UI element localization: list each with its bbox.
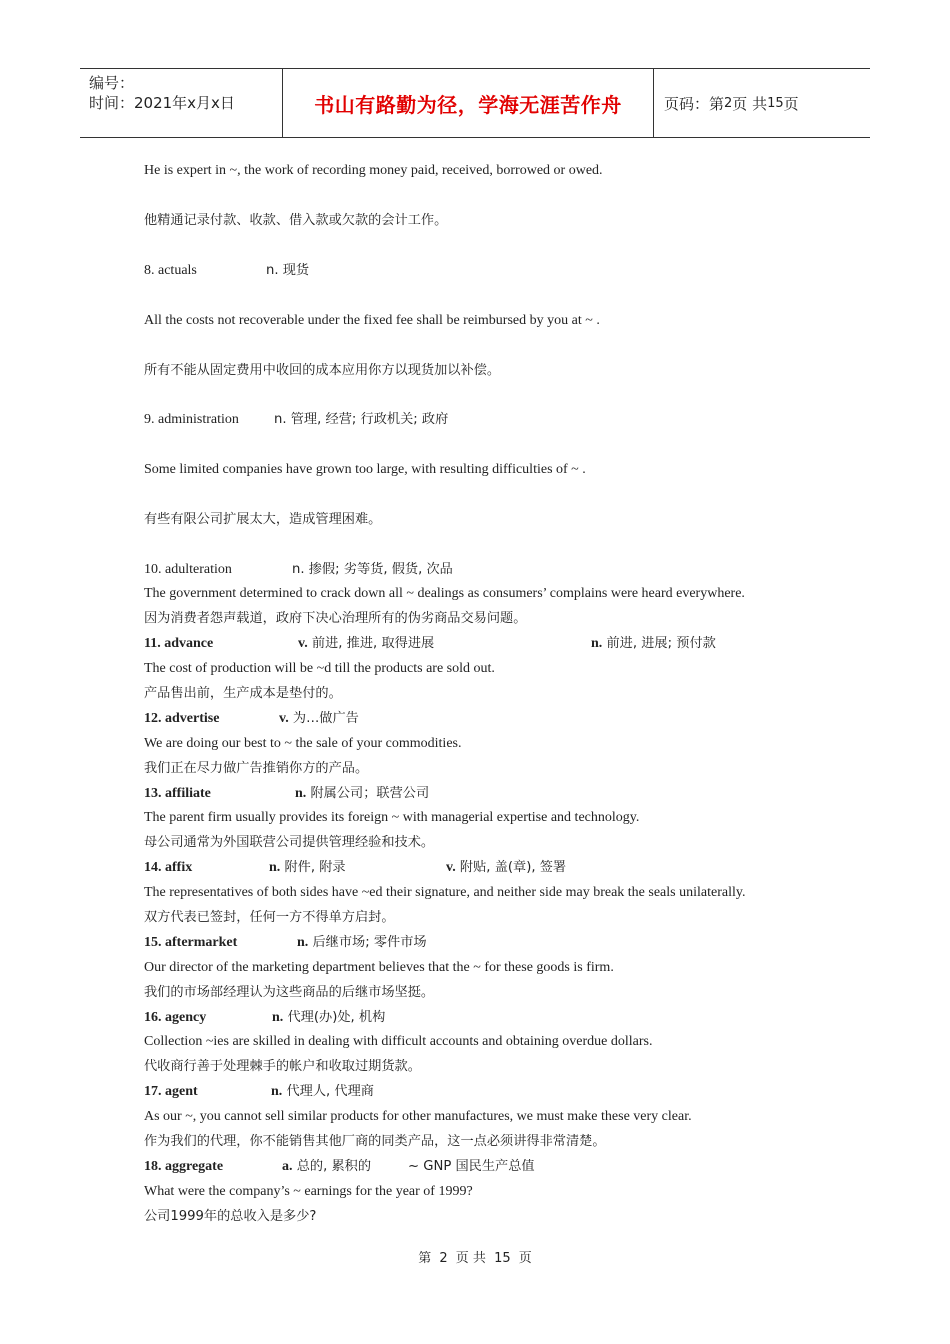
example-cn: 母公司通常为外国联营公司提供管理经验和技术。	[144, 835, 435, 850]
header-motto-cell	[282, 69, 654, 137]
entry-12	[144, 710, 359, 728]
example-cn: 我们的市场部经理认为这些商品的后继市场坚挺。	[144, 985, 435, 1000]
header-left-cell	[80, 69, 282, 137]
page-total: 15	[767, 95, 784, 111]
example-en: The parent firm usually provides its foreign ~ with managerial expertise and technology.	[144, 810, 640, 825]
entry-14	[144, 859, 567, 877]
definition: n. 附属公司；联营公司	[295, 786, 430, 801]
example-en: As our ~, you cannot sell similar products for other manufactures, we must make these very clear.	[144, 1109, 692, 1124]
term: 13. affiliate	[144, 786, 211, 801]
example-cn: 公司1999年的总收入是多少?	[144, 1209, 317, 1224]
definition-2: n. 前进, 进展; 预付款	[591, 636, 716, 651]
footer-mid: 页 共	[455, 1251, 486, 1266]
term: 9. administration	[144, 412, 239, 427]
term: 14. affix	[144, 860, 193, 875]
example-cn: 有些有限公司扩展太大，造成管理困难。	[144, 512, 382, 527]
entry-15	[144, 934, 427, 952]
page-number: 2	[724, 95, 733, 111]
page-header	[80, 68, 870, 138]
page-mid: 页 共	[732, 94, 768, 113]
serial-label: 编号：	[89, 74, 135, 92]
page-suffix: 页	[783, 94, 799, 113]
example-en: The representatives of both sides have ~ed their signature, and neither side may break the seals unilaterally.	[144, 885, 746, 900]
example-cn: 双方代表已签封，任何一方不得单方启封。	[144, 910, 395, 925]
example-en: Our director of the marketing department believes that the ~ for these goods is firm.	[144, 960, 614, 975]
page-footer	[0, 1247, 950, 1266]
footer-page: 2	[439, 1251, 448, 1266]
example-cn: 他精通记录付款、收款、借入款或欠款的会计工作。	[144, 213, 448, 228]
definition: n. 管理, 经营; 行政机关; 政府	[274, 412, 449, 427]
entry-17	[144, 1083, 374, 1101]
time-label: 时间：2021年x月x日	[89, 94, 235, 112]
term: 11. advance	[144, 636, 214, 651]
example-en: He is expert in ~, the work of recording money paid, received, borrowed or owed.	[144, 163, 603, 178]
term: 12. advertise	[144, 711, 220, 726]
example-en: Collection ~ies are skilled in dealing with difficult accounts and obtaining overdue dollars.	[144, 1034, 653, 1049]
example-cn: 代收商行善于处理棘手的帐户和收取过期货款。	[144, 1059, 421, 1074]
definition: n. 代理人, 代理商	[271, 1084, 374, 1099]
definition: v. 为…做广告	[279, 711, 359, 726]
footer-prefix: 第	[418, 1251, 432, 1266]
example-en: All the costs not recoverable under the fixed fee shall be reimbursed by you at ~ .	[144, 313, 600, 328]
term: 8. actuals	[144, 263, 197, 278]
entry-9	[144, 411, 449, 429]
entry-18	[144, 1158, 535, 1176]
footer-total: 15	[494, 1251, 511, 1266]
term: 10. adulteration	[144, 562, 232, 577]
entry-13	[144, 785, 430, 803]
motto: 书山有路勤为径，学海无涯苦作舟	[314, 92, 622, 117]
example-en: The cost of production will be ~d till the products are sold out.	[144, 661, 495, 676]
example-cn: 我们正在尽力做广告推销你方的产品。	[144, 761, 369, 776]
example-en: We are doing our best to ~ the sale of your commodities.	[144, 736, 462, 751]
example-en: The government determined to crack down all ~ dealings as consumers’ complains were heard everywhere.	[144, 586, 745, 601]
definition: n. 附件, 附录	[269, 860, 346, 875]
page-prefix: 页码：第	[664, 94, 725, 113]
example-cn: 因为消费者怨声载道，政府下决心治理所有的伪劣商品交易问题。	[144, 611, 527, 626]
entry-8	[144, 262, 310, 280]
entry-10	[144, 561, 453, 579]
example-cn: 作为我们的代理，你不能销售其他厂商的同类产品，这一点必须讲得非常清楚。	[144, 1134, 606, 1149]
definition: n. 现货	[266, 263, 310, 278]
entry-16	[144, 1009, 386, 1027]
header-page-cell	[654, 69, 870, 137]
example-cn: 产品售出前，生产成本是垫付的。	[144, 686, 342, 701]
term: 17. agent	[144, 1084, 198, 1099]
term: 18. aggregate	[144, 1159, 224, 1174]
footer-suffix: 页	[518, 1251, 532, 1266]
term: 15. aftermarket	[144, 935, 238, 950]
entry-11	[144, 635, 716, 653]
definition: v. 前进, 推进, 取得进展	[298, 636, 435, 651]
definition: n. 后继市场; 零件市场	[297, 935, 427, 950]
definition: a. 总的, 累积的	[282, 1159, 372, 1174]
example-en: Some limited companies have grown too large, with resulting difficulties of ~ .	[144, 462, 586, 477]
term: 16. agency	[144, 1010, 207, 1025]
example-en: What were the company’s ~ earnings for the year of 1999?	[144, 1184, 473, 1199]
definition: n. 掺假; 劣等货, 假货, 次品	[292, 562, 453, 577]
definition-2: v. 附贴, 盖(章), 签署	[446, 860, 567, 875]
example-cn: 所有不能从固定费用中收回的成本应用你方以现货加以补偿。	[144, 363, 501, 378]
definition-extra: ~ GNP 国民生产总值	[408, 1159, 535, 1174]
definition: n. 代理(办)处, 机构	[272, 1010, 386, 1025]
